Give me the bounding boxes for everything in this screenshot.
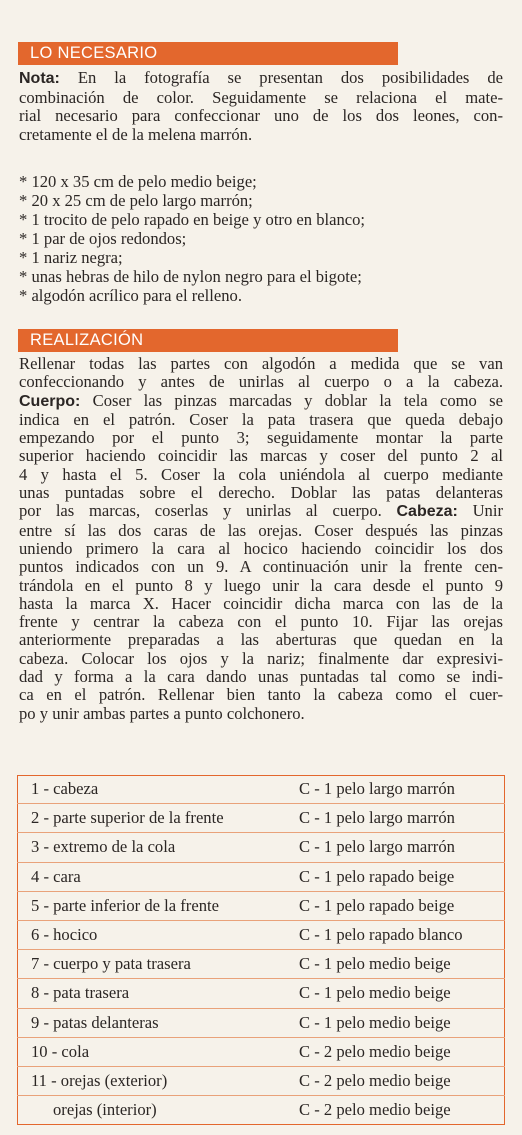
table-row: 1 - cabeza C - 1 pelo largo marrón bbox=[17, 775, 505, 804]
cabeza-label: Cabeza: bbox=[396, 503, 458, 521]
cuerpo-label: Cuerpo: bbox=[19, 392, 81, 410]
list-item: * 1 trocito de pelo rapado en beige y otro en blanco; bbox=[19, 210, 366, 229]
section-header-realizacion: REALIZACIÓN bbox=[18, 329, 398, 352]
list-item: * unas hebras de hilo de nylon negro para el bigote; bbox=[19, 267, 362, 286]
table-row: 10 - cola C - 2 pelo medio beige bbox=[17, 1037, 505, 1066]
parts-table bbox=[17, 775, 505, 1124]
table-row: 8 - pata trasera C - 1 pelo medio beige bbox=[17, 979, 505, 1008]
list-item: * 20 x 25 cm de pelo largo marrón; bbox=[19, 191, 253, 210]
table-row: 9 - patas delanteras C - 1 pelo medio beige bbox=[17, 1008, 505, 1037]
table-row: 7 - cuerpo y pata trasera C - 1 pelo medio beige bbox=[17, 950, 505, 979]
table-row: 2 - parte superior de la frente C - 1 pelo largo marrón bbox=[17, 804, 505, 833]
table-row: 5 - parte inferior de la frente C - 1 pelo rapado beige bbox=[17, 891, 505, 920]
table-row: 6 - hocico C - 1 pelo rapado blanco bbox=[17, 920, 505, 949]
nota-paragraph: Nota: En la fotografía se presentan dos posibilidades de combinación de color. Seguidamente se relaciona el mate- rial necesario para confeccionar uno de los dos leones, con- cretamente el de la melena marrón. bbox=[19, 68, 503, 144]
section-header-lo-necesario: LO NECESARIO bbox=[18, 42, 398, 65]
list-item: * 1 nariz negra; bbox=[19, 248, 123, 267]
list-item: * 120 x 35 cm de pelo medio beige; bbox=[19, 172, 257, 191]
nota-label: Nota: bbox=[19, 70, 60, 87]
list-item: * algodón acrílico para el relleno. bbox=[19, 286, 242, 305]
table-row: 3 - extremo de la cola C - 1 pelo largo marrón bbox=[17, 833, 505, 862]
table-row: 4 - cara C - 1 pelo rapado beige bbox=[17, 862, 505, 891]
table-row: orejas (interior) C - 2 pelo medio beige bbox=[53, 1100, 451, 1120]
realizacion-paragraph: Rellenar todas las partes con algodón a medida que se van confeccionando y antes de unirlas al cuerpo o a la cabeza. Cuerpo: Coser las pinzas marcadas y doblar la tela como se indica en el patrón. Coser la pata trasera que queda debajo empezando por el punto 3; seguidamente montar la parte superior haciendo coincidir las marcas y coser del punto 2 al 4 y hasta el 5. Coser la cola uniéndola al cuerpo mediante unas puntadas sobre el derecho. Doblar las patas delanteras por las marcas, coserlas y unirlas al cuerpo. Cabeza: Unir entre sí las dos caras de las orejas. Coser después las pinzas uniendo primero la cara al hocico haciendo coincidir los dos puntos indicados con un 9. A continuación unir la frente cen- trándola en el punto 8 y luego unir la cara desde el punto 9 hasta la marca X. Hacer coincidir dicha marca con las de la frente y centrar la cabeza con el punto 10. Fijar las orejas anteriormente preparadas a las aberturas que quedan en la cabeza. Colocar los ojos y la nariz; finalmente dar expresivi- dad y forma a la cara dando unas puntadas tal como se indi- ca en el patrón. Rellenar bien tanto la cabeza como el cuer- po y unir ambas partes a punto colchonero. bbox=[19, 354, 503, 723]
materials-list bbox=[19, 172, 503, 305]
list-item: * 1 par de ojos redondos; bbox=[19, 229, 187, 248]
table-row: 11 - orejas (exterior) C - 2 pelo medio beige bbox=[17, 1066, 505, 1095]
